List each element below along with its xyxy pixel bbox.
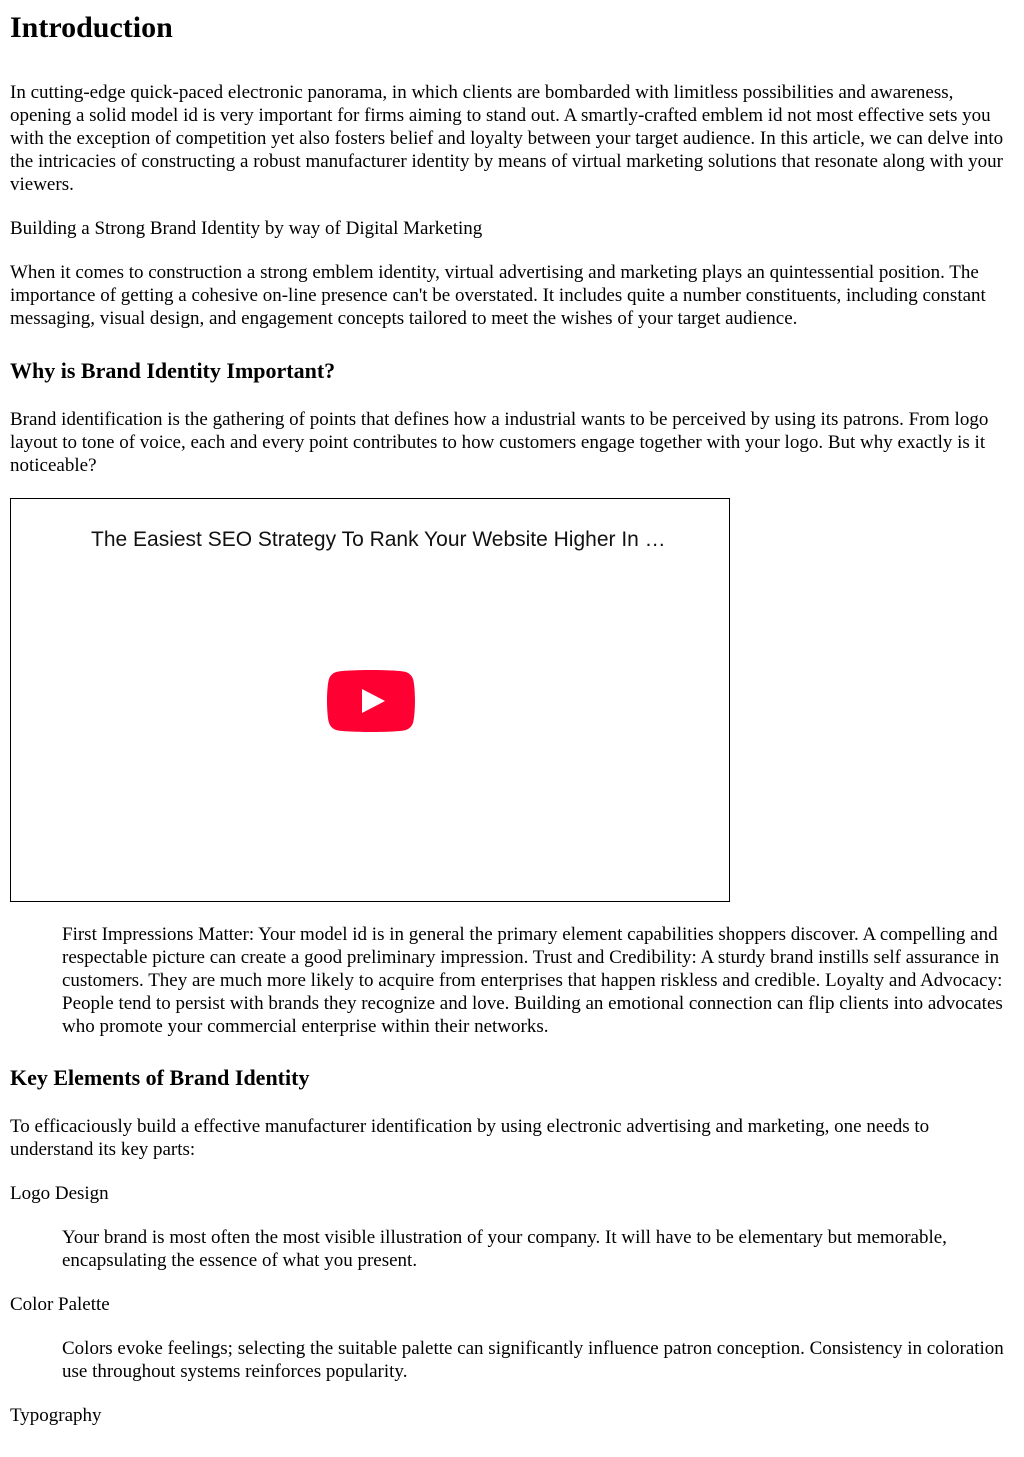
section-heading-why: Why is Brand Identity Important?	[10, 358, 336, 383]
video-title[interactable]: The Easiest SEO Strategy To Rank Your Website Higher In …	[91, 528, 666, 551]
page-title: Introduction	[10, 11, 173, 44]
subheading-text: Building a Strong Brand Identity by way of Digital Marketing	[10, 218, 483, 239]
element-label-logo: Logo Design	[10, 1183, 109, 1204]
section-heading-key-elements: Key Elements of Brand Identity	[10, 1065, 310, 1090]
section-paragraph-key-elements: To efficaciously build a effective manufacturer identification by using electronic advertising and marketing, one needs to understand its key parts:	[10, 1116, 930, 1160]
video-embed[interactable]	[10, 498, 730, 902]
section-quote-why: First Impressions Matter: Your model id is in general the primary element capabilities shoppers discover. A compelling and respectable picture can create a good preliminary impression. Trust and Credibility: A sturdy brand instills self assurance in customers. They are much more likely to acquire from enterprises that happen riskless and credible. Loyalty and Advocacy: People tend to persist with brands they recognize and love. Building an emotional connection can flip clients into advocates who promote your commercial enterprise within their networks.	[62, 924, 1003, 1037]
element-label-typography: Typography	[10, 1405, 102, 1426]
section-paragraph-why: Brand identification is the gathering of points that defines how a industrial wants to be perceived by using its patrons. From logo layout to tone of voice, each and every point contributes to how customers engage together with your logo. But why exactly is it noticeable?	[10, 409, 989, 476]
element-text-logo: Your brand is most often the most visible illustration of your company. It will have to be elementary but memorable, encapsulating the essence of what you present.	[62, 1227, 947, 1271]
element-text-color: Colors evoke feelings; selecting the suitable palette can significantly influence patron conception. Consistency in coloration use throughout systems reinforces popularity.	[62, 1338, 1004, 1382]
element-label-color: Color Palette	[10, 1294, 110, 1315]
intro-paragraph: In cutting-edge quick-paced electronic panorama, in which clients are bombarded with limitless possibilities and awareness, opening a solid model id is very important for firms aiming to stand out. A smartly-crafted emblem id not most effective sets you with the exception of competition yet also fosters belief and loyalty between your target audience. In this article, we can delve into the intricacies of constructing a robust manufacturer identity by means of virtual marketing solutions that resonate along with your viewers.	[10, 82, 1004, 195]
youtube-play-icon[interactable]	[327, 670, 415, 732]
article-page	[0, 11, 1024, 1427]
body-paragraph: When it comes to construction a strong emblem identity, virtual advertising and marketing plays an quintessential position. The importance of getting a cohesive on-line presence can't be overstated. It includes quite a number constituents, including constant messaging, visual design, and engagement concepts tailored to meet the wishes of your target audience.	[10, 262, 986, 329]
